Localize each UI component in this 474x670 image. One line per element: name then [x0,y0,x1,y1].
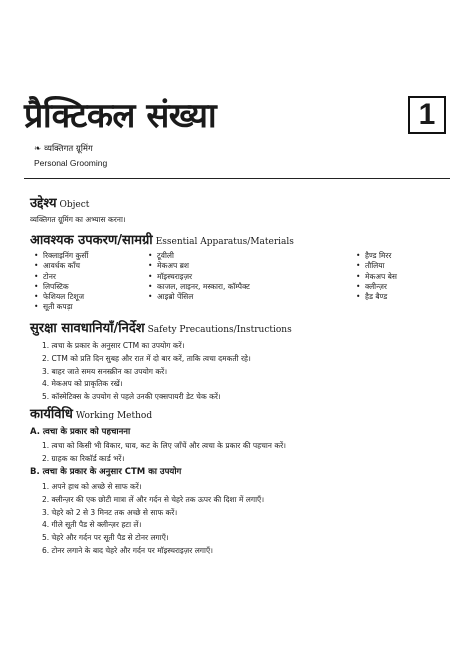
subtitle-hindi [34,144,93,155]
list-item: 4. गीले सूती पैड से क्लीन्ज़र हटा लें। [42,520,142,530]
list-item: • तौलिया [356,261,385,271]
method-heading [30,407,152,424]
list-item: • सूती कपड़ा [34,302,73,312]
list-item: • मेकअप ब्रश [148,261,190,271]
safety-heading-en: Safety Precautions/Instructions [147,325,292,335]
subtitle-english: Personal Grooming [34,158,108,168]
objective-heading-en: Object [59,200,90,210]
list-item: 1. त्वचा को किसी भी विकार, घाव, कट के लिए जाँचें और त्वचा के प्रकार की पहचान करें। [42,441,287,450]
objective-heading-hi: उद्देश्य [30,196,57,211]
equipment-heading-en: Essential Apparatus/Materials [155,237,294,247]
page-title: प्रैक्टिकल संख्या [24,96,217,136]
list-item: 3. चेहरे को 2 से 3 मिनट तक अच्छे से साफ करें। [42,507,178,517]
list-item: • हैण्ड मिरर [356,251,392,260]
safety-list [42,340,251,404]
list-item: • लिपस्टिक [34,281,69,291]
equipment-column-1 [34,251,88,313]
objective-text: व्यक्तिगत ग्रूमिंग का अभ्यास करना। [30,215,126,224]
method-section-b-list [42,481,264,558]
list-item: • फेशियल टिशूज [34,292,85,302]
list-item: 1. अपने हाथ को अच्छे से साफ करें। [42,482,142,491]
list-item: • टोनर [34,271,56,281]
safety-heading-hi: सुरक्षा सावधानियाँ/निर्देश [30,321,145,336]
practical-header [24,94,450,138]
equipment-column-2 [148,251,250,302]
objective-heading [30,196,89,213]
subtitle-hindi-text: व्यक्तिगत ग्रूमिंग [44,144,93,154]
equipment-column-3 [356,251,397,302]
list-item: 2. CTM को प्रति दिन सुबह और रात में दो बार करें, ताकि त्वचा दमकती रहे। [42,353,251,363]
method-section-a-title: A. त्वचा के प्रकार को पहचानना [30,427,131,437]
list-item: • रिक्लाइनिंग कुर्सी [34,251,89,260]
list-item: 4. मेकअप को प्राकृतिक रखें। [42,379,123,389]
list-item: 6. टोनर लगाने के बाद चेहरे और गर्दन पर मॉइस्चराइज़र लगाएँ। [42,545,213,555]
method-heading-hi: कार्यविधि [30,407,73,422]
equipment-heading [30,233,294,250]
list-item: • हैड बैण्ड [356,292,388,302]
list-item: • मेकअप बेस [356,271,397,281]
safety-heading [30,321,292,338]
list-item: • आइब्रो पेंसिल [148,292,194,302]
method-section-b-title: B. त्वचा के प्रकार के अनुसार CTM का उपयोग [30,467,182,477]
list-item: • क्लीन्ज़र [356,281,387,291]
list-item: 2. ग्राहक का रिकॉर्ड कार्ड भरें। [42,453,125,463]
practical-number-badge: 1 [408,96,446,134]
list-item: • मॉइस्चराइज़र [148,271,193,281]
method-heading-en: Working Method [75,411,153,421]
equipment-heading-hi: आवश्यक उपकरण/सामग्री [30,233,153,248]
list-item: 3. बाहर जाते समय सनस्क्रीन का उपयोग करें। [42,366,168,376]
list-item: • काजल, लाइनर, मस्कारा, कॉम्पैक्ट [148,281,250,291]
header-divider [24,178,450,179]
list-item: 1. त्वचा के प्रकार के अनुसार CTM का उपयोग करें। [42,341,185,350]
method-section-a-list [42,440,286,466]
list-item: 5. कॉस्मेटिक्स के उपयोग से पहले उनकी एक्सपायरी डेट चेक करें। [42,392,221,402]
list-item: 5. चेहरे और गर्दन पर सूती पैड से टोनर लगाएँ। [42,533,169,543]
list-item: • आवर्धक काँच [34,261,81,271]
list-item: 2. क्लीन्ज़र की एक छोटी मात्रा लें और गर्दन से चेहरे तक ऊपर की दिशा में लगाएँ। [42,494,265,504]
list-item: • टूवीली [148,251,174,260]
fleuron-icon: ❧ [34,144,42,154]
